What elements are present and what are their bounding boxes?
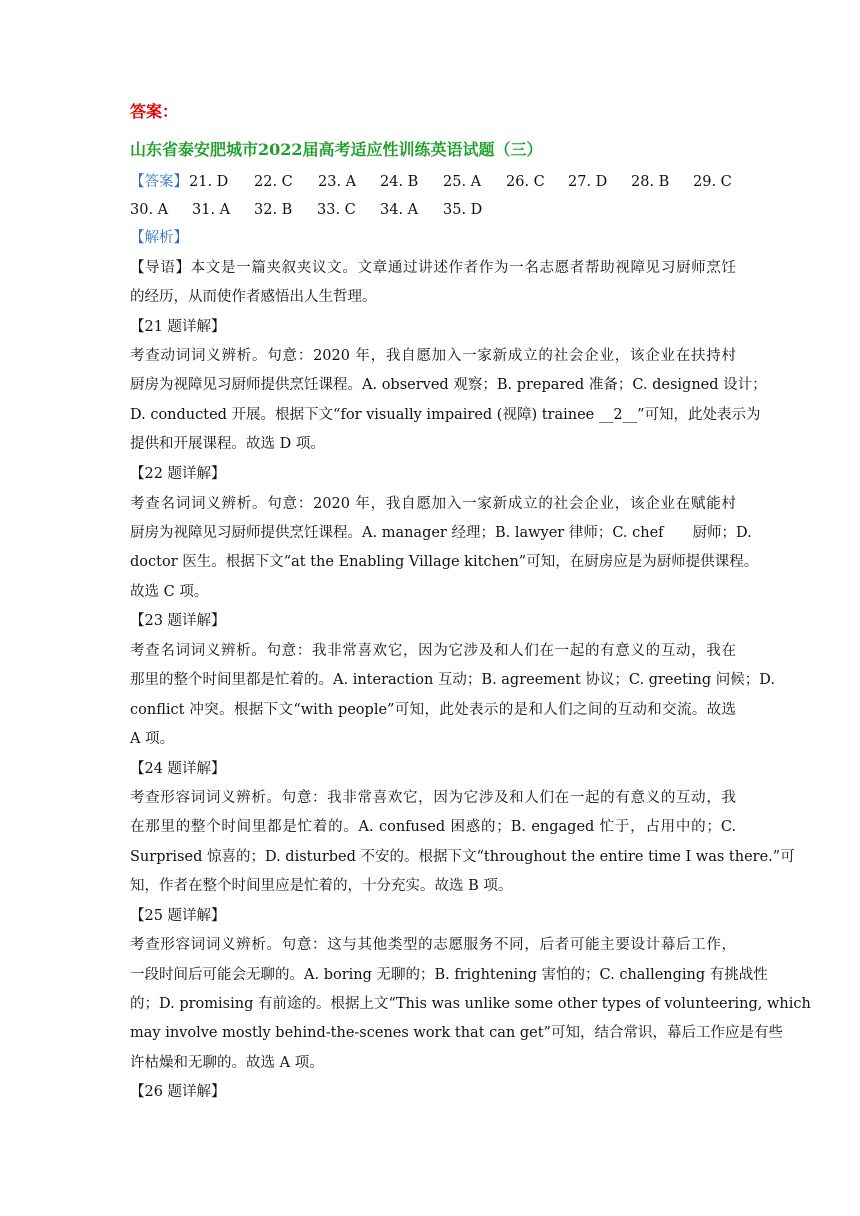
answer-item: 21. D bbox=[189, 174, 229, 190]
analysis-tag: 【解析】 bbox=[130, 230, 188, 246]
q22-line: doctor 医生。根据下文“at the Enabling Village kitchen”可知，在厨房应是为厨师提供课程。 bbox=[130, 554, 759, 570]
q24-line: Surprised 惊喜的；D. disturbed 不安的。根据下文“throughout the entire time I was there.”可 bbox=[130, 849, 795, 865]
intro-tag: 【导语】 bbox=[130, 260, 191, 276]
q23-line: A 项。 bbox=[130, 731, 175, 747]
q22-line: 故选 C 项。 bbox=[130, 584, 209, 600]
q25-line: 的；D. promising 有前途的。根据上文“This was unlike some other types of volunteering, which bbox=[130, 996, 811, 1012]
q25-line: 许枯燥和无聊的。故选 A 项。 bbox=[130, 1055, 324, 1071]
answer-item: 25. A bbox=[443, 174, 482, 190]
q23-line: 考查名词词义辨析。句意：我非常喜欢它，因为它涉及和人们在一起的有意义的互动，我在 bbox=[130, 643, 736, 659]
answer-item: 26. C bbox=[506, 174, 545, 190]
answer-item: 30. A bbox=[130, 202, 169, 218]
q23-heading: 【23 题详解】 bbox=[130, 613, 226, 629]
answer-item: 35. D bbox=[443, 202, 483, 218]
answer-item: 33. C bbox=[317, 202, 356, 218]
q24-line: 知，作者在整个时间里应是忙着的，十分充实。故选 B 项。 bbox=[130, 878, 513, 894]
q21-line: 厨房为视障见习厨师提供烹饪课程。A. observed 观察；B. prepared 准备；C. designed 设计； bbox=[130, 377, 767, 393]
q25-heading: 【25 题详解】 bbox=[130, 908, 226, 924]
q21-line: 考查动词词义辨析。句意：2020 年，我自愿加入一家新成立的社会企业，该企业在扶持村 bbox=[130, 348, 736, 364]
answer-heading: 答案： bbox=[130, 102, 179, 121]
q24-line: 在那里的整个时间里都是忙着的。A. confused 困惑的；B. engaged 忙于，占用中的；C. bbox=[130, 819, 736, 835]
q21-line: 提供和开展课程。故选 D 项。 bbox=[130, 436, 325, 452]
q26-heading: 【26 题详解】 bbox=[130, 1084, 226, 1100]
intro-line bbox=[130, 256, 736, 280]
q22-line: 厨房为视障见习厨师提供烹饪课程。A. manager 经理；B. lawyer 律师；C. chef 厨师；D. bbox=[130, 525, 752, 541]
answer-tag: 【答案】 bbox=[130, 174, 188, 190]
q25-line: 考查形容词词义辨析。句意：这与其他类型的志愿服务不同，后者可能主要设计幕后工作， bbox=[130, 937, 736, 953]
answer-item: 31. A bbox=[192, 202, 231, 218]
q23-line: 那里的整个时间里都是忙着的。A. interaction 互动；B. agreement 协议；C. greeting 问候；D. bbox=[130, 672, 775, 688]
answer-item: 23. A bbox=[318, 174, 357, 190]
answer-item: 34. A bbox=[380, 202, 419, 218]
answer-item: 28. B bbox=[631, 174, 670, 190]
answer-item: 32. B bbox=[254, 202, 293, 218]
answer-row-1 bbox=[130, 170, 736, 194]
q22-line: 考查名词词义辨析。句意：2020 年，我自愿加入一家新成立的社会企业，该企业在赋能村 bbox=[130, 496, 736, 512]
answer-row-2 bbox=[130, 198, 736, 222]
answer-item: 27. D bbox=[568, 174, 608, 190]
q21-line: D. conducted 开展。根据下文“for visually impaired (视障) trainee __2__”可知，此处表示为 bbox=[130, 407, 761, 423]
answer-item: 29. C bbox=[693, 174, 732, 190]
q25-line: 一段时间后可能会无聊的。A. boring 无聊的；B. frightening 害怕的；C. challenging 有挑战性 bbox=[130, 967, 768, 983]
q23-line: conflict 冲突。根据下文“with people”可知，此处表示的是和人们之间的互动和交流。故选 bbox=[130, 702, 736, 718]
q21-heading: 【21 题详解】 bbox=[130, 319, 226, 335]
q24-heading: 【24 题详解】 bbox=[130, 761, 226, 777]
intro-line: 的经历，从而使作者感悟出人生哲理。 bbox=[130, 289, 377, 305]
q22-heading: 【22 题详解】 bbox=[130, 466, 226, 482]
exam-title: 山东省泰安肥城市2022届高考适应性训练英语试题（三） bbox=[130, 140, 543, 159]
answer-item: 22. C bbox=[254, 174, 293, 190]
q25-line: may involve mostly behind-the-scenes work that can get”可知，结合常识，幕后工作应是有些 bbox=[130, 1025, 783, 1041]
q24-line: 考查形容词词义辨析。句意：我非常喜欢它，因为它涉及和人们在一起的有意义的互动，我 bbox=[130, 790, 736, 806]
answer-item: 24. B bbox=[380, 174, 419, 190]
intro-text: 本文是一篇夹叙夹议文。文章通过讲述作者作为一名志愿者帮助视障见习厨师烹饪 bbox=[190, 260, 737, 276]
